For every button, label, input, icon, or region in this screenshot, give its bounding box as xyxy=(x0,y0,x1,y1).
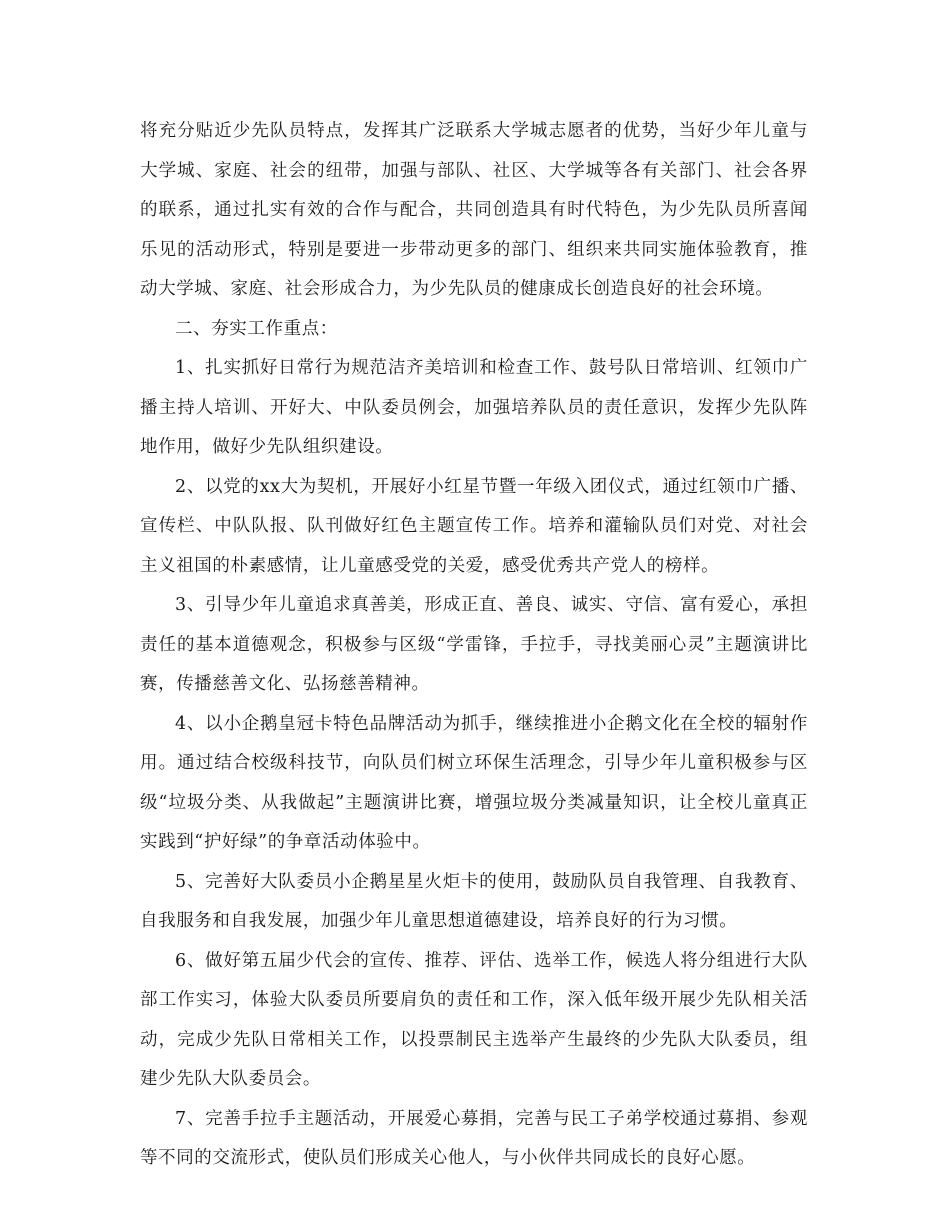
paragraph-item-1: 1、扎实抓好日常行为规范洁齐美培训和检查工作、鼓号队日常培训、红领巾广播主持人培训、开好大、中队委员例会，加强培养队员的责任意识，发挥少先队阵地作用，做好少先队组织建设。 xyxy=(140,358,808,457)
paragraph-item-3: 3、引导少年儿童追求真善美，形成正直、善良、诚实、守信、富有爱心，承担责任的基本道德观念，积极参与区级“学雷锋，手拉手，寻找美丽心灵”主题演讲比赛，传播慈善文化、弘扬慈善精神。 xyxy=(140,595,808,694)
section-heading-work-focus: 二、夯实工作重点： xyxy=(175,318,338,339)
paragraph-item-6: 6、做好第五届少代会的宣传、推荐、评估、选举工作，候选人将分组进行大队部工作实习，体验大队委员所要肩负的责任和工作，深入低年级开展少先队相关活动，完成少先队日常相关工作，以投票制民主选举产生最终的少先队大队委员，组建少先队大队委员会。 xyxy=(140,950,808,1089)
paragraph-item-2: 2、以党的xx大为契机，开展好小红星节暨一年级入团仪式，通过红领巾广播、宣传栏、中队队报、队刊做好红色主题宣传工作。培养和灌输队员们对党、对社会主义祖国的朴素感情，让儿童感受党的关爱，感受优秀共产党人的榜样。 xyxy=(140,476,808,576)
paragraph-item-5: 5、完善好大队委员小企鹅星星火炬卡的使用，鼓励队员自我管理、自我教育、自我服务和自我发展，加强少年儿童思想道德建设，培养良好的行为习惯。 xyxy=(140,871,808,931)
paragraph-item-7: 7、完善手拉手主题活动，开展爱心募捐，完善与民工子弟学校通过募捐、参观等不同的交流形式，使队员们形成关心他人，与小伙伴共同成长的良好心愿。 xyxy=(140,1108,808,1168)
paragraph-item-4: 4、以小企鹅皇冠卡特色品牌活动为抓手，继续推进小企鹅文化在全校的辐射作用。通过结合校级科技节，向队员们树立环保生活理念，引导少年儿童积极参与区级“垃圾分类、从我做起”主题演讲比赛，增强垃圾分类减量知识，让全校儿童真正实践到“护好绿”的争章活动体验中。 xyxy=(140,713,808,852)
document-body xyxy=(140,112,808,1179)
paragraph-intro-continuation: 将充分贴近少先队员特点，发挥其广泛联系大学城志愿者的优势，当好少年儿童与大学城、家庭、社会的纽带，加强与部队、社区、大学城等各有关部门、社会各界的联系，通过扎实有效的合作与配合，共同创造具有时代特色，为少先队员所喜闻乐见的活动形式，特别是要进一步带动更多的部门、组织来共同实施体验教育，推动大学城、家庭、社会形成合力，为少先队员的健康成长创造良好的社会环境。 xyxy=(140,121,808,299)
